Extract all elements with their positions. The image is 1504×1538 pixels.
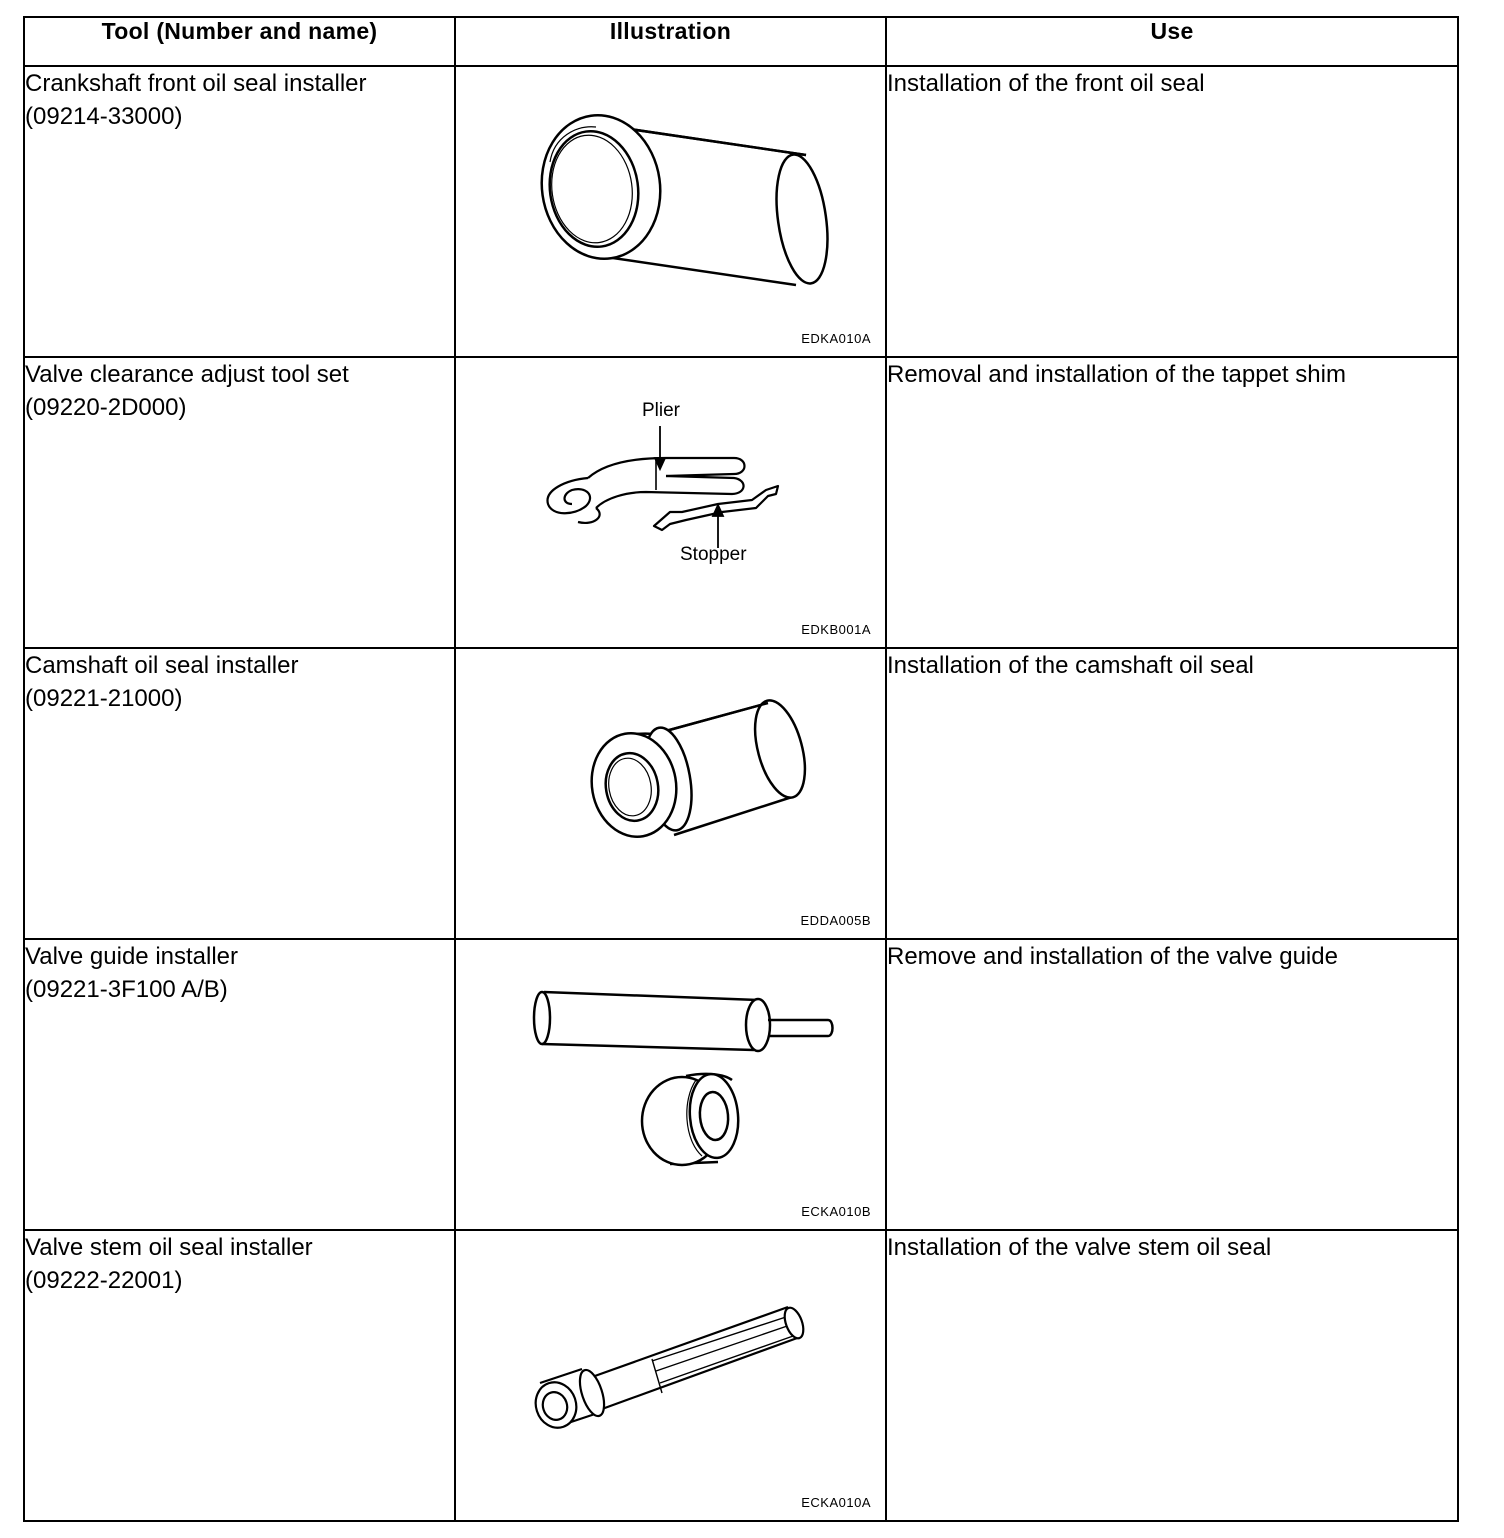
table-row <box>24 357 1458 648</box>
table-header-row <box>24 17 1458 66</box>
crankshaft-seal-installer-icon <box>456 67 887 358</box>
table-row <box>24 66 1458 357</box>
header-illustration: Illustration <box>455 17 886 66</box>
tool-number: (09222-22001) <box>25 1267 183 1294</box>
figure-code: EDDA005B <box>800 913 871 928</box>
tool-use: Remove and installation of the valve guide <box>886 939 1458 1230</box>
illustration-cell <box>455 66 886 357</box>
illustration-cell <box>455 1230 886 1521</box>
tool-use: Installation of the camshaft oil seal <box>886 648 1458 939</box>
tool-name: Camshaft oil seal installer <box>25 652 299 679</box>
tool-name: Crankshaft front oil seal installer <box>25 70 367 97</box>
illustration-cell <box>455 939 886 1230</box>
figure-code: ECKA010A <box>801 1495 871 1510</box>
tool-use: Removal and installation of the tappet shim <box>886 357 1458 648</box>
tool-name-cell <box>24 1230 455 1521</box>
plier-label: Plier <box>642 400 681 421</box>
illustration-cell <box>455 648 886 939</box>
special-tools-table <box>23 16 1459 1522</box>
tool-name-cell <box>24 648 455 939</box>
tool-use: Installation of the valve stem oil seal <box>886 1230 1458 1521</box>
table-row <box>24 939 1458 1230</box>
valve-stem-seal-installer-icon <box>456 1231 887 1522</box>
tool-use: Installation of the front oil seal <box>886 66 1458 357</box>
tool-name: Valve stem oil seal installer <box>25 1234 313 1261</box>
tool-name: Valve guide installer <box>25 943 239 970</box>
tool-name-cell <box>24 357 455 648</box>
header-tool: Tool (Number and name) <box>24 17 455 66</box>
tool-number: (09221-21000) <box>25 685 183 712</box>
tool-number: (09220-2D000) <box>25 394 187 421</box>
tool-number: (09221-3F100 A/B) <box>25 976 228 1003</box>
camshaft-seal-installer-icon <box>456 649 887 940</box>
figure-code: EDKB001A <box>801 622 871 637</box>
valve-guide-installer-icon <box>456 940 887 1231</box>
figure-code: ECKA010B <box>801 1204 871 1219</box>
tool-name-cell <box>24 939 455 1230</box>
table-row <box>24 1230 1458 1521</box>
illustration-cell <box>455 357 886 648</box>
table-row <box>24 648 1458 939</box>
tool-number: (09214-33000) <box>25 103 183 130</box>
tool-name-cell <box>24 66 455 357</box>
header-use: Use <box>886 17 1458 66</box>
stopper-label: Stopper <box>680 544 747 565</box>
figure-code: EDKA010A <box>801 331 871 346</box>
tool-name: Valve clearance adjust tool set <box>25 361 349 388</box>
